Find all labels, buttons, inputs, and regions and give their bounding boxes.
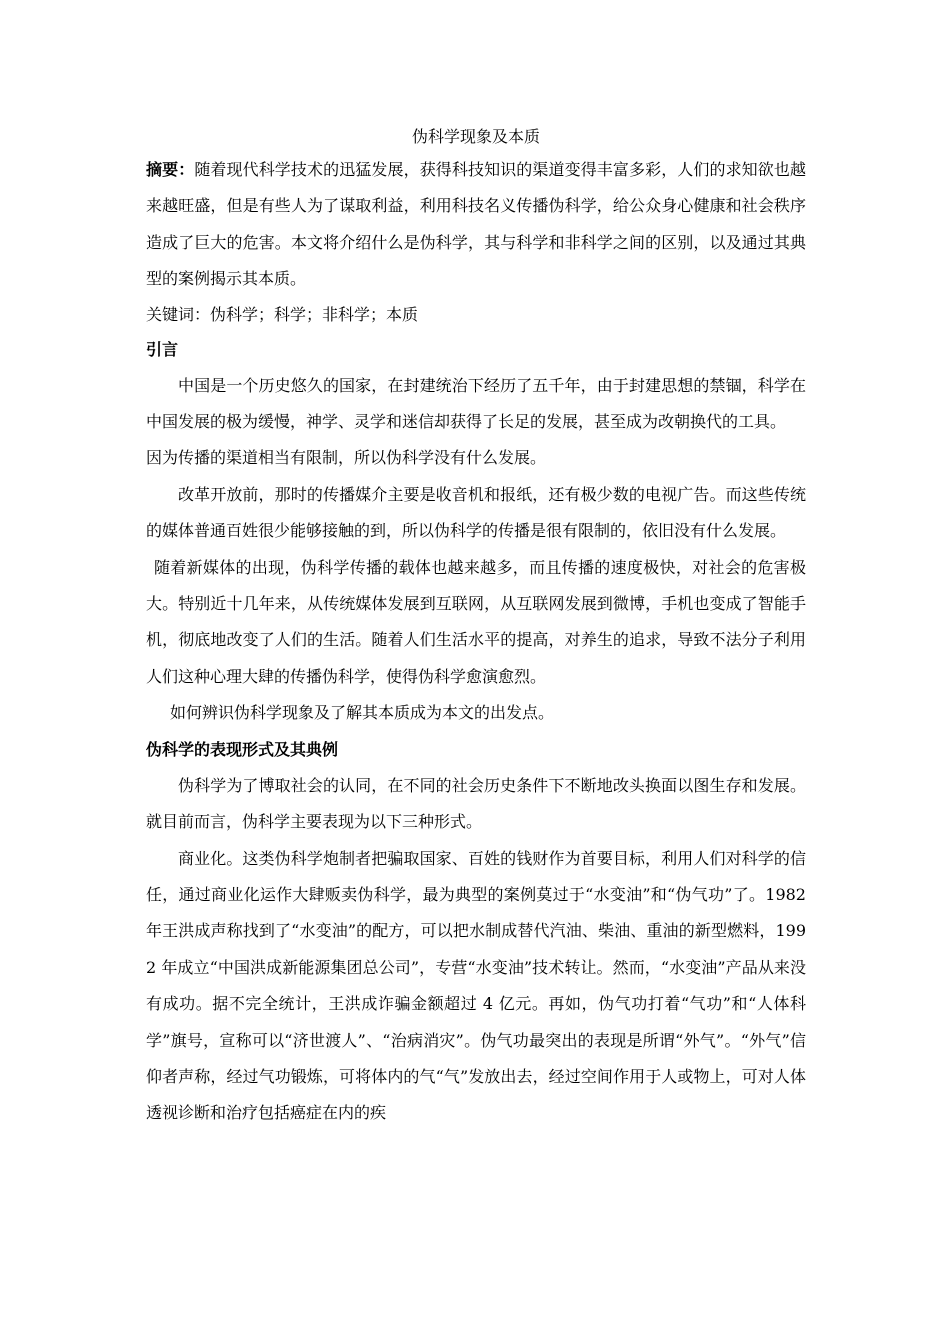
intro-paragraph-3: 改革开放前，那时的传播媒介主要是收音机和报纸，还有极少数的电视广告。而这些传统的媒体普通百姓很少能够接触的到，所以伪科学的传播是很有限制的，依旧没有什么发展。 bbox=[146, 484, 806, 541]
document-body bbox=[146, 122, 806, 1132]
abstract-paragraph bbox=[146, 152, 806, 298]
forms-paragraph-1: 伪科学为了博取社会的认同，在不同的社会历史条件下不断地改头换面以图生存和发展。就目前而言，伪科学主要表现为以下三种形式。 bbox=[146, 775, 806, 832]
abstract-label: 摘要： bbox=[146, 160, 195, 179]
intro-paragraph-1: 中国是一个历史悠久的国家，在封建统治下经历了五千年，由于封建思想的禁锢，科学在中国发展的极为缓慢，神学、灵学和迷信却获得了长足的发展，甚至成为改朝换代的工具。 bbox=[146, 375, 806, 432]
abstract-text: 随着现代科学技术的迅猛发展，获得科技知识的渠道变得丰富多彩，人们的求知欲也越来越旺盛，但是有些人为了谋取利益，利用科技名义传播伪科学，给公众身心健康和社会秩序造成了巨大的危害。本文将介绍什么是伪科学，其与科学和非科学之间的区别，以及通过其典型的案例揭示其本质。 bbox=[146, 160, 806, 289]
intro-paragraph-5: 如何辨识伪科学现象及了解其本质成为本文的出发点。 bbox=[170, 703, 555, 723]
keywords-line: 关键词：伪科学；科学；非科学；本质 bbox=[146, 304, 419, 324]
intro-paragraph-4: 随着新媒体的出现，伪科学传播的载体也越来越多，而且传播的速度极快，对社会的危害极大。特别近十几年来，从传统媒体发展到互联网，从互联网发展到微博，手机也变成了智能手机，彻底地改变了人们的生活。随着人们生活水平的提高，对养生的追求，导致不法分子利用人们这种心理大肆的传播伪科学，使得伪科学愈演愈烈。 bbox=[146, 557, 806, 686]
forms-paragraph-2: 商业化。这类伪科学炮制者把骗取国家、百姓的钱财作为首要目标，利用人们对科学的信任，通过商业化运作大肆贩卖伪科学，最为典型的案例莫过于“水变油”和“伪气功”了。1982 年王洪成声称找到了“水变油”的配方，可以把水制成替代汽油、柴油、重油的新型燃料，1992 年成立“中国洪成新能源集团总公司”，专营“水变油”技术转让。然而，“水变油”产品从来没有成功。据不完全统计，王洪成诈骗金额超过 4 亿元。再如，伪气功打着“气功”和“人体科学”旗号，宣称可以“济世渡人”、“治病消灾”。伪气功最突出的表现是所谓“外气”。“外气”信仰者声称，经过气功锻炼，可将体内的气“气”发放出去，经过空间作用于人或物上，可对人体透视诊断和治疗包括癌症在内的疾 bbox=[146, 848, 806, 1123]
document-title: 伪科学现象及本质 bbox=[411, 127, 540, 146]
intro-paragraph-2: 因为传播的渠道相当有限制，所以伪科学没有什么发展。 bbox=[146, 448, 547, 468]
section-heading-introduction: 引言 bbox=[146, 339, 179, 359]
section-heading-forms: 伪科学的表现形式及其典例 bbox=[146, 739, 339, 759]
